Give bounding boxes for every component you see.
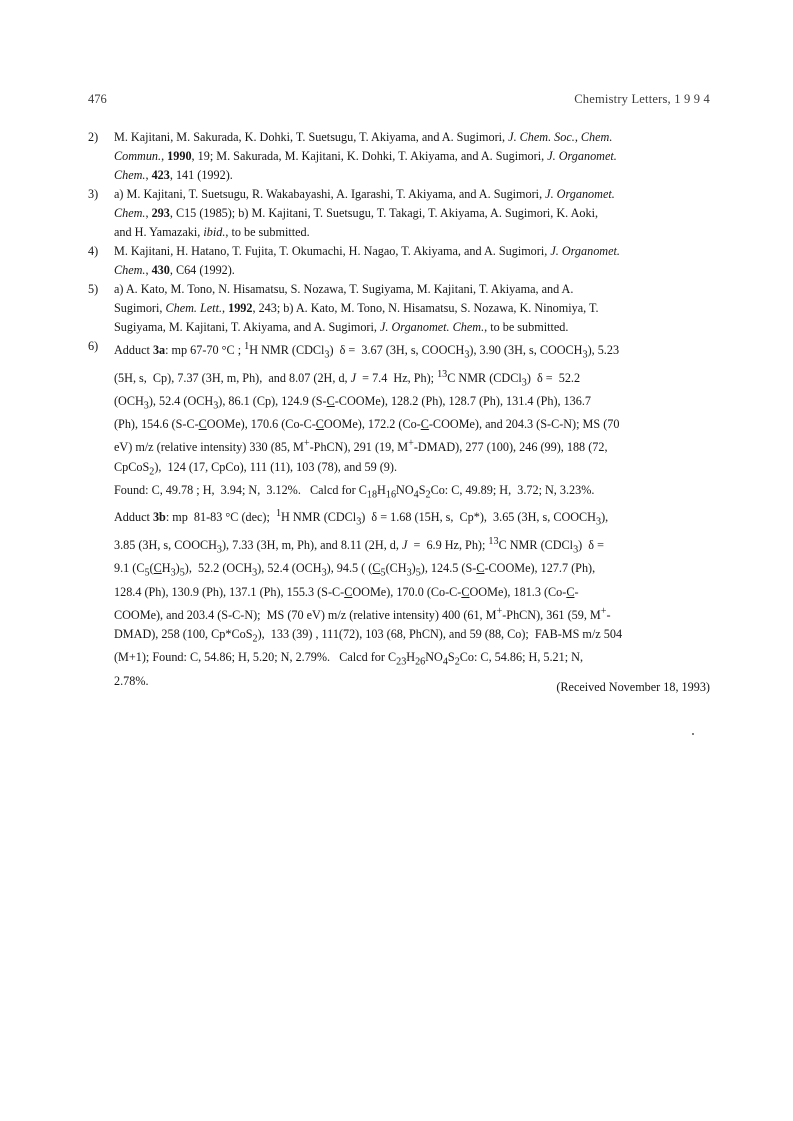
reference-line: M. Kajitani, M. Sakurada, K. Dohki, T. Suetsugu, T. Akiyama, and A. Sugimori, J. Chem. Soc., Chem.: [114, 130, 613, 144]
reference-line: (M+1); Found: C, 54.86; H, 5.20; N, 2.79%. Calcd for $C_{23}H_{26}NO_4S_2Co$: C, 54.86; H, 5.21; N,: [114, 650, 584, 668]
reference-text: [114, 242, 710, 280]
reference-line: M. Kajitani, H. Hatano, T. Fujita, T. Okumachi, H. Nagao, T. Akiyama, and A. Sugimori, J. Organomet.: [114, 244, 620, 258]
reference-line: Adduct 3a: mp 67-70 °C ; $^1$H NMR (CDCl$_3$) δ = 3.67 (3H, s, $COOCH_3$), 3.90 (3H, s, $COOCH_3$), 5.23: [114, 341, 620, 361]
reference-line: eV) m/z (relative intensity) 330 (85, M+-PhCN), 291 (19, M+-DMAD), 277 (100), 246 (99), 188 (72,: [114, 438, 608, 455]
reference-list: [88, 128, 710, 691]
reference-line: 128.4 (Ph), 130.9 (Ph), 137.1 (Ph), 155.3 (S-C-COOMe), 170.0 (Co-C-COOMe), 181.3 (Co-C-: [114, 584, 579, 599]
reference-text: [114, 128, 710, 185]
journal-title: Chemistry Letters, 1 9 9 4: [574, 92, 710, 106]
reference-item: [88, 242, 710, 280]
reference-line: and H. Yamazaki, ibid., to be submitted.: [114, 225, 310, 239]
reference-line: CpCoS$_2$), 124 (17, CpCo), 111 (11), 103 (78), and 59 (9).: [114, 459, 398, 477]
reference-line: Sugimori, Chem. Lett., 1992, 243; b) A. Kato, M. Tono, N. Hisamatsu, S. Nozawa, K. Ninomiya, T.: [114, 301, 599, 315]
page-number: 476: [88, 92, 107, 106]
reference-line: Chem., 293, C15 (1985); b) M. Kajitani, T. Suetsugu, T. Takagi, T. Akiyama, A. Sugimori, K. Aoki,: [114, 206, 599, 220]
reference-line: 2.78%.: [114, 673, 149, 688]
reference-number: 6): [88, 339, 99, 353]
reference-line: Chem., 430, C64 (1992).: [114, 263, 235, 277]
reference-text: [114, 337, 710, 691]
reference-line: 3.85 (3H, s, $COOCH_3$), 7.33 (3H, m, Ph), and 8.11 (2H, d, J = 6.9 Hz, Ph); $^{13}$C NMR (CDCl$_3$) δ =: [114, 535, 604, 556]
reference-line: (5H, s, Cp), 7.37 (3H, m, Ph), and 8.07 (2H, d, J = 7.4 Hz, Ph); $^{13}$C NMR (CDCl$_3$) δ = 52.2: [114, 368, 581, 388]
reference-line: Adduct 3b: mp 81-83 °C (dec); $^1$H NMR (CDCl$_3$) δ = 1.68 (15H, s, Cp*), 3.65 (3H, s, $COOCH_3$),: [114, 508, 609, 528]
reference-item: [88, 280, 710, 337]
reference-line: COOMe), and 203.4 (S-C-N); MS (70 eV) m/z (relative intensity) 400 (61, M+-PhCN), 361 (59, M+-: [114, 605, 611, 622]
reference-line: a) M. Kajitani, T. Suetsugu, R. Wakabayashi, A. Igarashi, T. Akiyama, and A. Sugimori, J. Organomet.: [114, 187, 615, 201]
scan-speck: [692, 733, 694, 735]
reference-item: [88, 185, 710, 242]
reference-number: 3): [88, 187, 99, 201]
reference-text: [114, 185, 710, 242]
reference-number: 4): [88, 244, 99, 258]
reference-item: [88, 337, 710, 691]
reference-line: DMAD), 258 (100, Cp*CoS$_2$), 133 (39) , 111(72), 103 (68, PhCN), and 59 (88, Co); FAB-MS m/z 504: [114, 626, 623, 645]
reference-text: [114, 280, 710, 337]
reference-line: 9.1 $(C_5(CH_3)_5)$, 52.2 $(OCH_3)$, 52.4 $(OCH_3)$, 94.5 ( $(C_5(CH_3)_5)$, 124.5 (S-C-COOMe), 127.7 (Ph),: [114, 561, 596, 579]
received-date: (Received November 18, 1993): [556, 680, 710, 694]
reference-line: Found: C, 49.78 ; H, 3.94; N, 3.12%. Calcd for $C_{18}H_{16}NO_4S_2Co$: C, 49.89; H, 3.72; N, 3.23%.: [114, 482, 595, 501]
reference-line: Chem., 423, 141 (1992).: [114, 168, 233, 182]
reference-number: 2): [88, 130, 99, 144]
reference-item: [88, 128, 710, 185]
reference-line: Commun., 1990, 19; M. Sakurada, M. Kajitani, K. Dohki, T. Akiyama, and A. Sugimori, J. Organomet.: [114, 149, 617, 163]
reference-number: 5): [88, 282, 99, 296]
reference-line: (Ph), 154.6 (S-C-COOMe), 170.6 (Co-C-COOMe), 172.2 (Co-C-COOMe), and 204.3 (S-C-N); MS (70: [114, 417, 620, 432]
reference-line: $(OCH_3)$, 52.4 $(OCH_3)$, 86.1 (Cp), 124.9 (S-C-COOMe), 128.2 (Ph), 128.7 (Ph), 131.4 (Ph), 136.7: [114, 394, 592, 412]
reference-line: a) A. Kato, M. Tono, N. Hisamatsu, S. Nozawa, T. Sugiyama, M. Kajitani, T. Akiyama, and A.: [114, 282, 574, 296]
reference-line: Sugiyama, M. Kajitani, T. Akiyama, and A. Sugimori, J. Organomet. Chem., to be submitted.: [114, 320, 569, 334]
